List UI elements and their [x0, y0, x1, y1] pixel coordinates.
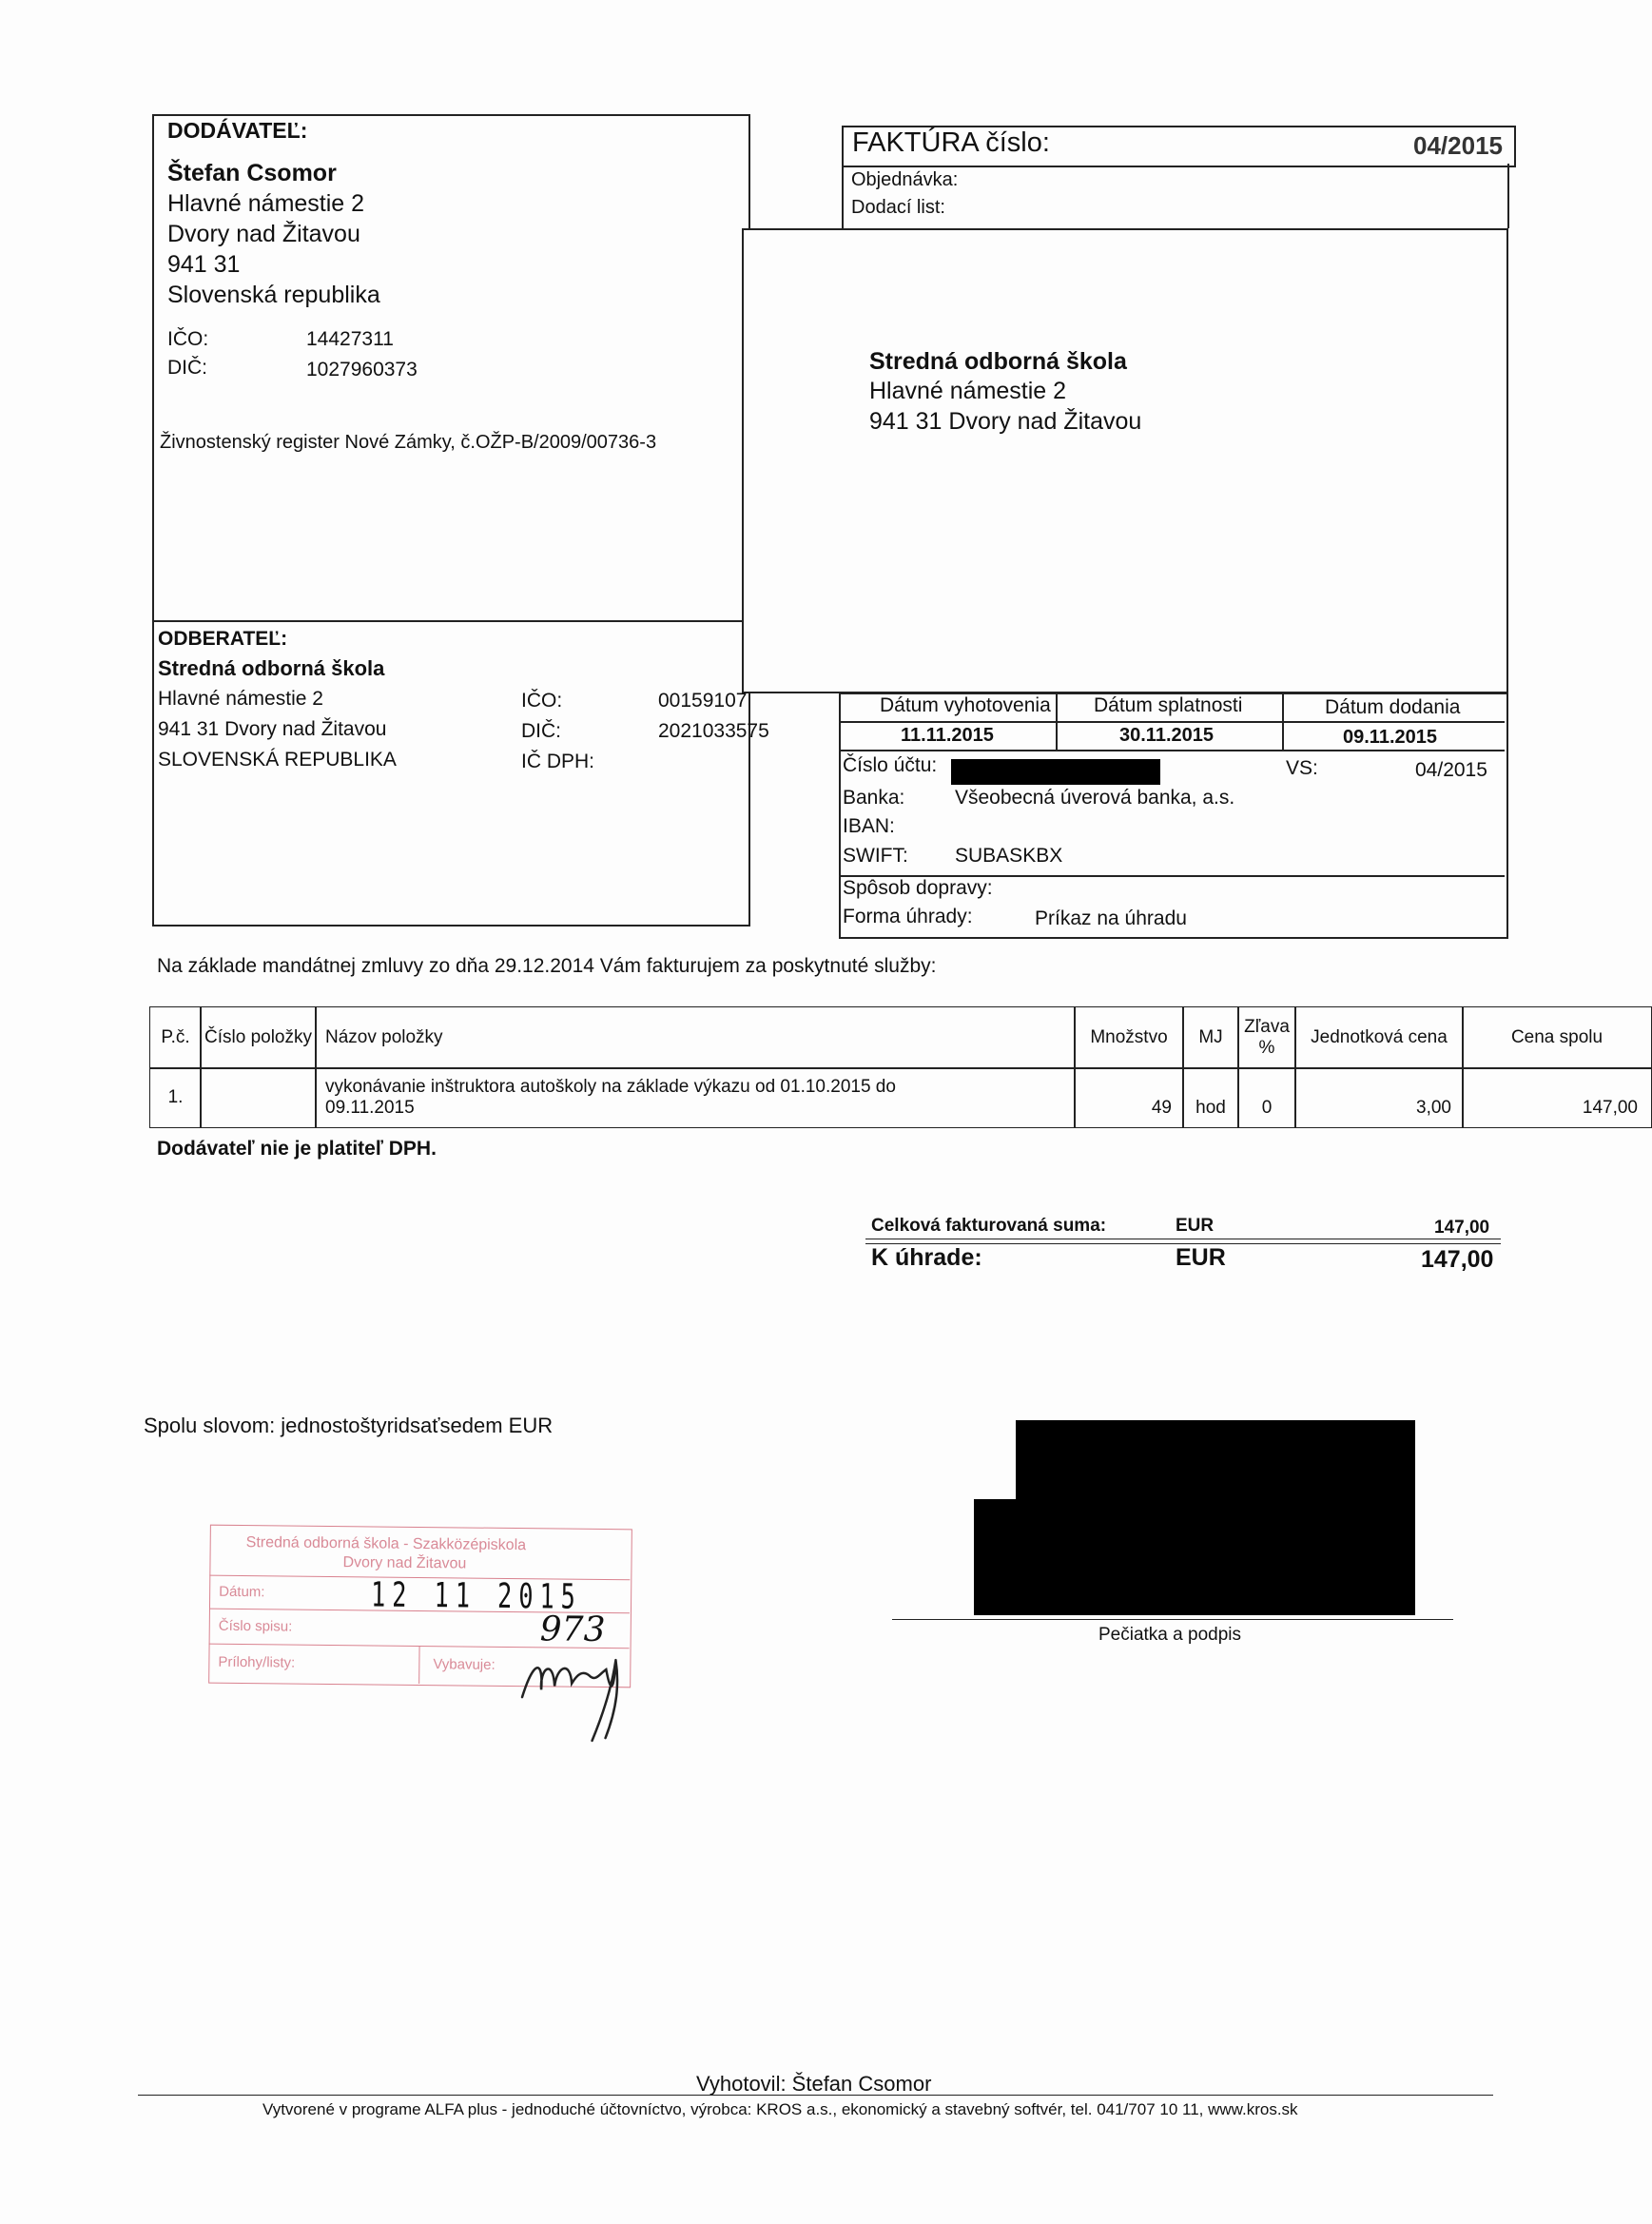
swift-label: SWIFT:: [843, 845, 908, 867]
delivery-note-label: Dodací list:: [851, 197, 945, 218]
supplier-name: Štefan Csomor: [167, 160, 337, 186]
customer-ico: 00159107: [658, 690, 748, 712]
customer-heading: ODBERATEĽ:: [158, 628, 288, 650]
td-unit: hod: [1182, 1067, 1239, 1128]
issued-by: Vyhotovil: Štefan Csomor: [696, 2072, 932, 2096]
intro-text: Na základe mandátnej zmluvy zo dňa 29.12.2014 Vám fakturujem za poskytnuté služby:: [157, 955, 937, 977]
recipient-line-1: Hlavné námestie 2: [869, 378, 1067, 404]
swift-value: SUBASKBX: [955, 845, 1063, 867]
th-total: Cena spolu: [1462, 1006, 1652, 1069]
vs-value: 04/2015: [1415, 759, 1487, 781]
supplier-address-3: 941 31: [167, 251, 241, 278]
stamp-date-value: 12 11 2015: [370, 1575, 583, 1617]
iban-label: IBAN:: [843, 815, 895, 837]
handler-signature: [514, 1630, 638, 1746]
vs-label: VS:: [1286, 757, 1318, 779]
td-name-line-2: 09.11.2015: [325, 1098, 415, 1118]
td-name-line-1: vykonávanie inštruktora autoškoly na základe výkazu od 01.10.2015 do: [325, 1077, 896, 1097]
customer-dic: 2021033575: [658, 720, 769, 742]
th-unit-price: Jednotková cena: [1294, 1006, 1464, 1069]
th-qty: Množstvo: [1074, 1006, 1184, 1069]
delivery-date-label: Dátum dodania: [1325, 696, 1461, 718]
account-label: Číslo účtu:: [843, 754, 938, 776]
td-unit-price: 3,00: [1294, 1067, 1464, 1128]
signature-label: Pečiatka a podpis: [1098, 1625, 1241, 1645]
issue-date-label: Dátum vyhotovenia: [880, 694, 1051, 716]
pay-value: 147,00: [1421, 1246, 1494, 1273]
th-unit: MJ: [1182, 1006, 1239, 1069]
total-label: Celková fakturovaná suma:: [871, 1216, 1107, 1236]
payment-method-label: Forma úhrady:: [843, 906, 973, 927]
vat-note: Dodávateľ nie je platiteľ DPH.: [157, 1138, 437, 1160]
stamp-date-label: Dátum:: [219, 1583, 265, 1601]
th-discount: Zľava %: [1237, 1006, 1296, 1069]
supplier-dic-label: DIČ:: [167, 357, 207, 379]
supplier-address-4: Slovenská republika: [167, 282, 380, 308]
td-name: [315, 1067, 1076, 1128]
pay-label: K úhrade:: [871, 1244, 982, 1271]
registry-stamp: [208, 1525, 632, 1691]
supplier-address-1: Hlavné námestie 2: [167, 190, 365, 217]
customer-line-1: Hlavné námestie 2: [158, 688, 323, 710]
due-date: 30.11.2015: [1119, 725, 1214, 746]
footer-line: [138, 2095, 1493, 2096]
customer-divider: [152, 620, 747, 622]
date-header-line: [839, 721, 1505, 723]
redacted-account: [951, 759, 1160, 785]
order-label: Objednávka:: [851, 169, 959, 190]
td-total: 147,00: [1462, 1067, 1652, 1128]
signature-line: [892, 1619, 1453, 1620]
customer-dic-label: DIČ:: [521, 720, 561, 742]
td-qty: 49: [1074, 1067, 1184, 1128]
date-value-line: [839, 750, 1505, 751]
issue-date: 11.11.2015: [901, 725, 994, 746]
invoice-title: FAKTÚRA číslo:: [852, 127, 1050, 158]
invoice-meta-right-border: [1507, 164, 1509, 228]
customer-name: Stredná odborná škola: [158, 656, 385, 680]
footer-text: Vytvorené v programe ALFA plus - jednoduché účtovníctvo, výrobca: KROS a.s., ekonomický a stavebný softvér, tel. 041/707 10 11, www.kros.sk: [262, 2100, 1298, 2118]
due-date-label: Dátum splatnosti: [1094, 694, 1243, 716]
customer-line-3: SLOVENSKÁ REPUBLIKA: [158, 749, 397, 771]
supplier-ico-label: IČO:: [167, 328, 209, 350]
customer-icdph-label: IČ DPH:: [521, 751, 595, 772]
th-item-no: Číslo položky: [200, 1006, 317, 1069]
stamp-attach-label: Prílohy/listy:: [218, 1653, 296, 1671]
redacted-signature-side: [974, 1499, 1031, 1615]
total-value: 147,00: [1434, 1218, 1490, 1238]
recipient-window: [742, 228, 1508, 693]
stamp-file-value: 973: [539, 1609, 606, 1650]
invoice-number: 04/2015: [1413, 131, 1503, 160]
td-no: 1.: [149, 1067, 202, 1128]
redacted-signature-main: [1016, 1420, 1415, 1615]
supplier-dic: 1027960373: [306, 359, 418, 380]
td-discount: 0: [1237, 1067, 1296, 1128]
stamp-line-1: Stredná odborná škola - Szakközépiskola: [245, 1534, 527, 1554]
bank-value: Všeobecná úverová banka, a.s.: [955, 787, 1235, 809]
th-name: Názov položky: [315, 1006, 1076, 1069]
supplier-heading: DODÁVATEĽ:: [167, 118, 308, 143]
td-item-no: [200, 1067, 317, 1128]
payment-method: Príkaz na úhradu: [1035, 907, 1187, 929]
supplier-address-2: Dvory nad Žitavou: [167, 221, 360, 247]
pay-currency: EUR: [1176, 1244, 1226, 1271]
invoice-meta-left-border: [842, 164, 844, 228]
total-currency: EUR: [1176, 1216, 1215, 1236]
bank-label: Banka:: [843, 787, 905, 809]
th-no: P.č.: [149, 1006, 202, 1069]
stamp-file-label: Číslo spisu:: [218, 1617, 293, 1635]
customer-ico-label: IČO:: [521, 690, 563, 712]
transport-label: Spôsob dopravy:: [843, 877, 993, 899]
amount-in-words: Spolu slovom: jednostoštyridsaťsedem EUR: [144, 1414, 554, 1437]
recipient-name: Stredná odborná škola: [869, 348, 1127, 375]
customer-line-2: 941 31 Dvory nad Žitavou: [158, 718, 387, 740]
supplier-register: Živnostenský register Nové Zámky, č.OŽP-B/2009/00736-3: [160, 432, 657, 453]
stamp-line-2: Dvory nad Žitavou: [342, 1554, 467, 1572]
stamp-handler-label: Vybavuje:: [433, 1656, 496, 1673]
recipient-line-2: 941 31 Dvory nad Žitavou: [869, 408, 1142, 435]
delivery-date: 09.11.2015: [1343, 727, 1437, 748]
items-table: [149, 1006, 1638, 1128]
supplier-ico: 14427311: [306, 328, 394, 350]
